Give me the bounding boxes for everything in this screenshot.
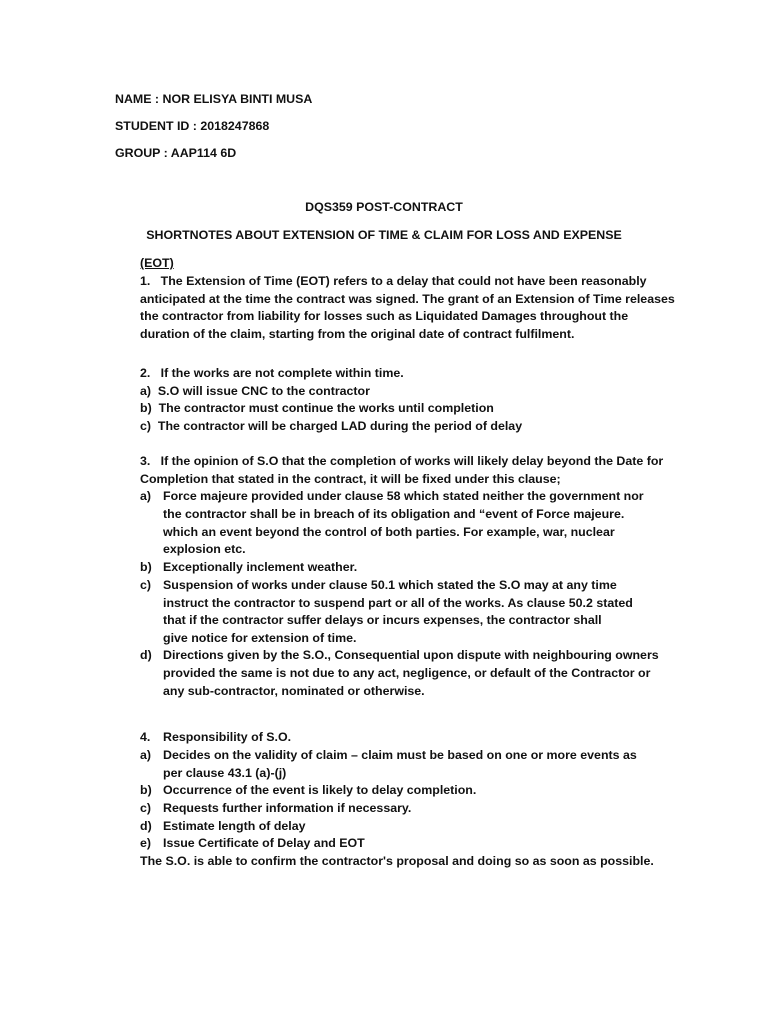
point-3-item-c-line-2: instruct the contractor to suspend part or all of the works. As clause 50.2 stated	[163, 596, 633, 610]
student-id: STUDENT ID : 2018247868	[115, 119, 270, 133]
point-1-line-1: 1. The Extension of Time (EOT) refers to a delay that could not have been reasonably	[140, 274, 647, 288]
point-3-item-d-label: d)	[140, 648, 152, 662]
point-4-item-e-label: e)	[140, 836, 152, 850]
point-2-heading: 2. If the works are not complete within time.	[140, 366, 404, 380]
point-3-item-c-line-3: that if the contractor suffer delays or incurs expenses, the contractor shall	[163, 613, 602, 627]
point-3-item-d-line-3: any sub-contractor, nominated or otherwise.	[163, 684, 425, 698]
point-3-item-d-line-1: Directions given by the S.O., Consequential upon dispute with neighbouring owners	[163, 648, 659, 662]
point-3-item-a-line-4: explosion etc.	[163, 542, 246, 556]
point-4-label: 4.	[140, 730, 151, 744]
point-1-line-2: anticipated at the time the contract was signed. The grant of an Extension of Time releases	[140, 292, 675, 306]
point-4-heading: Responsibility of S.O.	[163, 730, 292, 744]
point-3-item-c-line-4: give notice for extension of time.	[163, 631, 357, 645]
point-4-item-b-label: b)	[140, 783, 152, 797]
point-2-item-b: b) The contractor must continue the works until completion	[140, 401, 494, 415]
point-4-item-a-line-1: Decides on the validity of claim – claim must be based on one or more events as	[163, 748, 637, 762]
point-3-item-a-line-2: the contractor shall be in breach of its obligation and “event of Force majeure.	[163, 507, 625, 521]
point-4-item-c-label: c)	[140, 801, 152, 815]
point-3-item-a-label: a)	[140, 489, 152, 503]
document-subtitle: SHORTNOTES ABOUT EXTENSION OF TIME & CLAIM FOR LOSS AND EXPENSE	[146, 228, 622, 242]
point-3-item-b-label: b)	[140, 560, 152, 574]
point-3-item-c-line-1: Suspension of works under clause 50.1 which stated the S.O may at any time	[163, 578, 617, 592]
section-heading: (EOT)	[140, 256, 174, 270]
point-4-item-d-line-1: Estimate length of delay	[163, 819, 306, 833]
course-title: DQS359 POST-CONTRACT	[305, 200, 463, 214]
point-4-item-d-label: d)	[140, 819, 152, 833]
point-4-item-b-line-1: Occurrence of the event is likely to delay completion.	[163, 783, 477, 797]
point-1-line-3: the contractor from liability for losses such as Liquidated Damages throughout the	[140, 309, 629, 323]
student-name: NAME : NOR ELISYA BINTI MUSA	[115, 92, 313, 106]
point-3-item-a-line-3: which an event beyond the control of both parties. For example, war, nuclear	[163, 525, 615, 539]
point-4-closing: The S.O. is able to confirm the contractor's proposal and doing so as soon as possible.	[140, 854, 654, 868]
point-1-line-4: duration of the claim, starting from the original date of contract fulfilment.	[140, 327, 575, 341]
point-3-line-2: Completion that stated in the contract, it will be fixed under this clause;	[140, 472, 561, 486]
point-3-item-d-line-2: provided the same is not due to any act, negligence, or default of the Contractor or	[163, 666, 651, 680]
point-3-item-a-line-1: Force majeure provided under clause 58 which stated neither the government nor	[163, 489, 644, 503]
point-2-item-a: a) S.O will issue CNC to the contractor	[140, 384, 370, 398]
student-group: GROUP : AAP114 6D	[115, 146, 237, 160]
point-3-line-1: 3. If the opinion of S.O that the completion of works will likely delay beyond the Date for	[140, 454, 664, 468]
point-3-item-b-line-1: Exceptionally inclement weather.	[163, 560, 358, 574]
point-4-item-e-line-1: Issue Certificate of Delay and EOT	[163, 836, 365, 850]
point-3-item-c-label: c)	[140, 578, 152, 592]
point-2-item-c: c) The contractor will be charged LAD during the period of delay	[140, 419, 523, 433]
point-4-item-a-line-2: per clause 43.1 (a)-(j)	[163, 766, 287, 780]
point-4-item-c-line-1: Requests further information if necessary.	[163, 801, 412, 815]
point-4-item-a-label: a)	[140, 748, 152, 762]
